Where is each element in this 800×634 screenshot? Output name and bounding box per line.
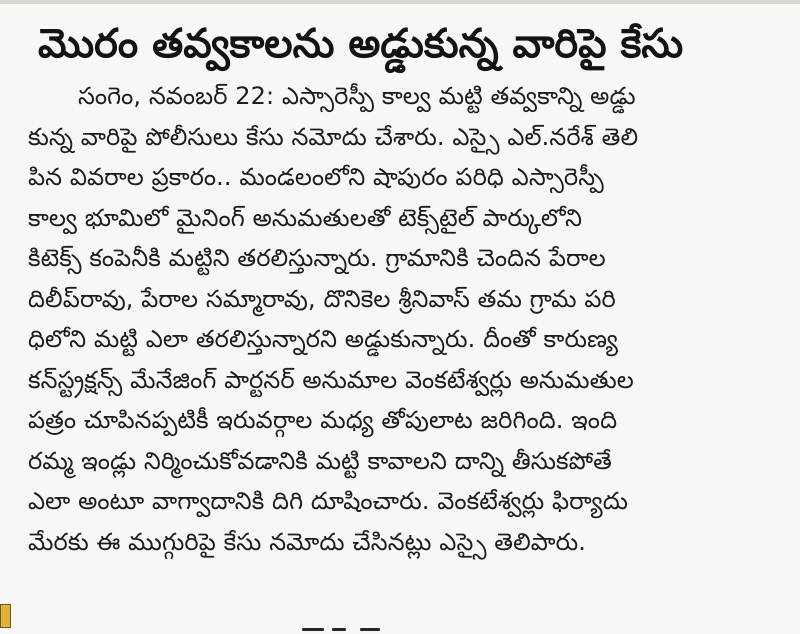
top-divider (0, 0, 800, 4)
article-body (28, 76, 776, 606)
article-line: ధిలోని మట్టి ఎలా తరలిస్తున్నారని అడ్డుకున్నారు. దీంతో కారుణ్య (28, 325, 618, 353)
headline: మొరం తవ్వకాలను అడ్డుకున్న వారిపై కేసు (38, 21, 684, 67)
article-line: సంగెం, నవంబర్ 22: ఎస్సారెస్పీ కాల్వ మట్టి తవ్వకాన్ని అడ్డు (78, 82, 636, 110)
article-line: రమ్మ ఇండ్లు నిర్మించుకోవడానికి మట్టి కావాలని దాన్ని తీసుకపోతే (28, 446, 612, 475)
article-line: కాల్వ భూమిలో మైనింగ్ అనుమతులతో టెక్స్‌టైల్ పార్కులోని (28, 203, 583, 232)
article-line: ఎలా అంటూ వాగ్వాదానికి దిగి దూషించారు. వెంకటేశ్వర్లు ఫిర్యాదు (28, 487, 629, 515)
article-line: పత్రం చూపినప్పటికీ ఇరువర్గాల మధ్య తోపులాట జరిగింది. ఇంది (28, 406, 618, 434)
article-line: దిలీప్‌రావు, పేరాల సమ్మారావు, దొనికెల శ్రీనివాస్ తమ గ్రామ పరి (28, 284, 616, 313)
page-corner-marker (0, 604, 11, 628)
article-line: పిన వివరాల ప్రకారం.. మండలంలోని షాపురం పరిధి ఎస్సారెస్పీ (28, 163, 604, 191)
article-line: కన్‌స్ట్రక్షన్స్ మేనేజింగ్ పార్టనర్ అనుమాల వెంకటేశ్వర్లు అనుమతుల (28, 365, 634, 394)
text-fragment (302, 628, 324, 631)
next-article-fragment (298, 626, 388, 634)
article-line: మేరకు ఈ ముగ్గురిపై కేసు నమోదు చేసినట్లు ఎస్సై తెలిపారు. (28, 527, 586, 556)
text-fragment (332, 628, 346, 631)
text-fragment (360, 628, 380, 631)
article-line: కిటెక్స్ కంపెనీకి మట్టిని తరలిస్తున్నారు. గ్రామానికి చెందిన పేరాల (28, 244, 606, 272)
article-line: కున్న వారిపై పోలీసులు కేసు నమోదు చేశారు. ఎస్సై ఎల్.నరేశ్ తెలి (28, 122, 639, 151)
